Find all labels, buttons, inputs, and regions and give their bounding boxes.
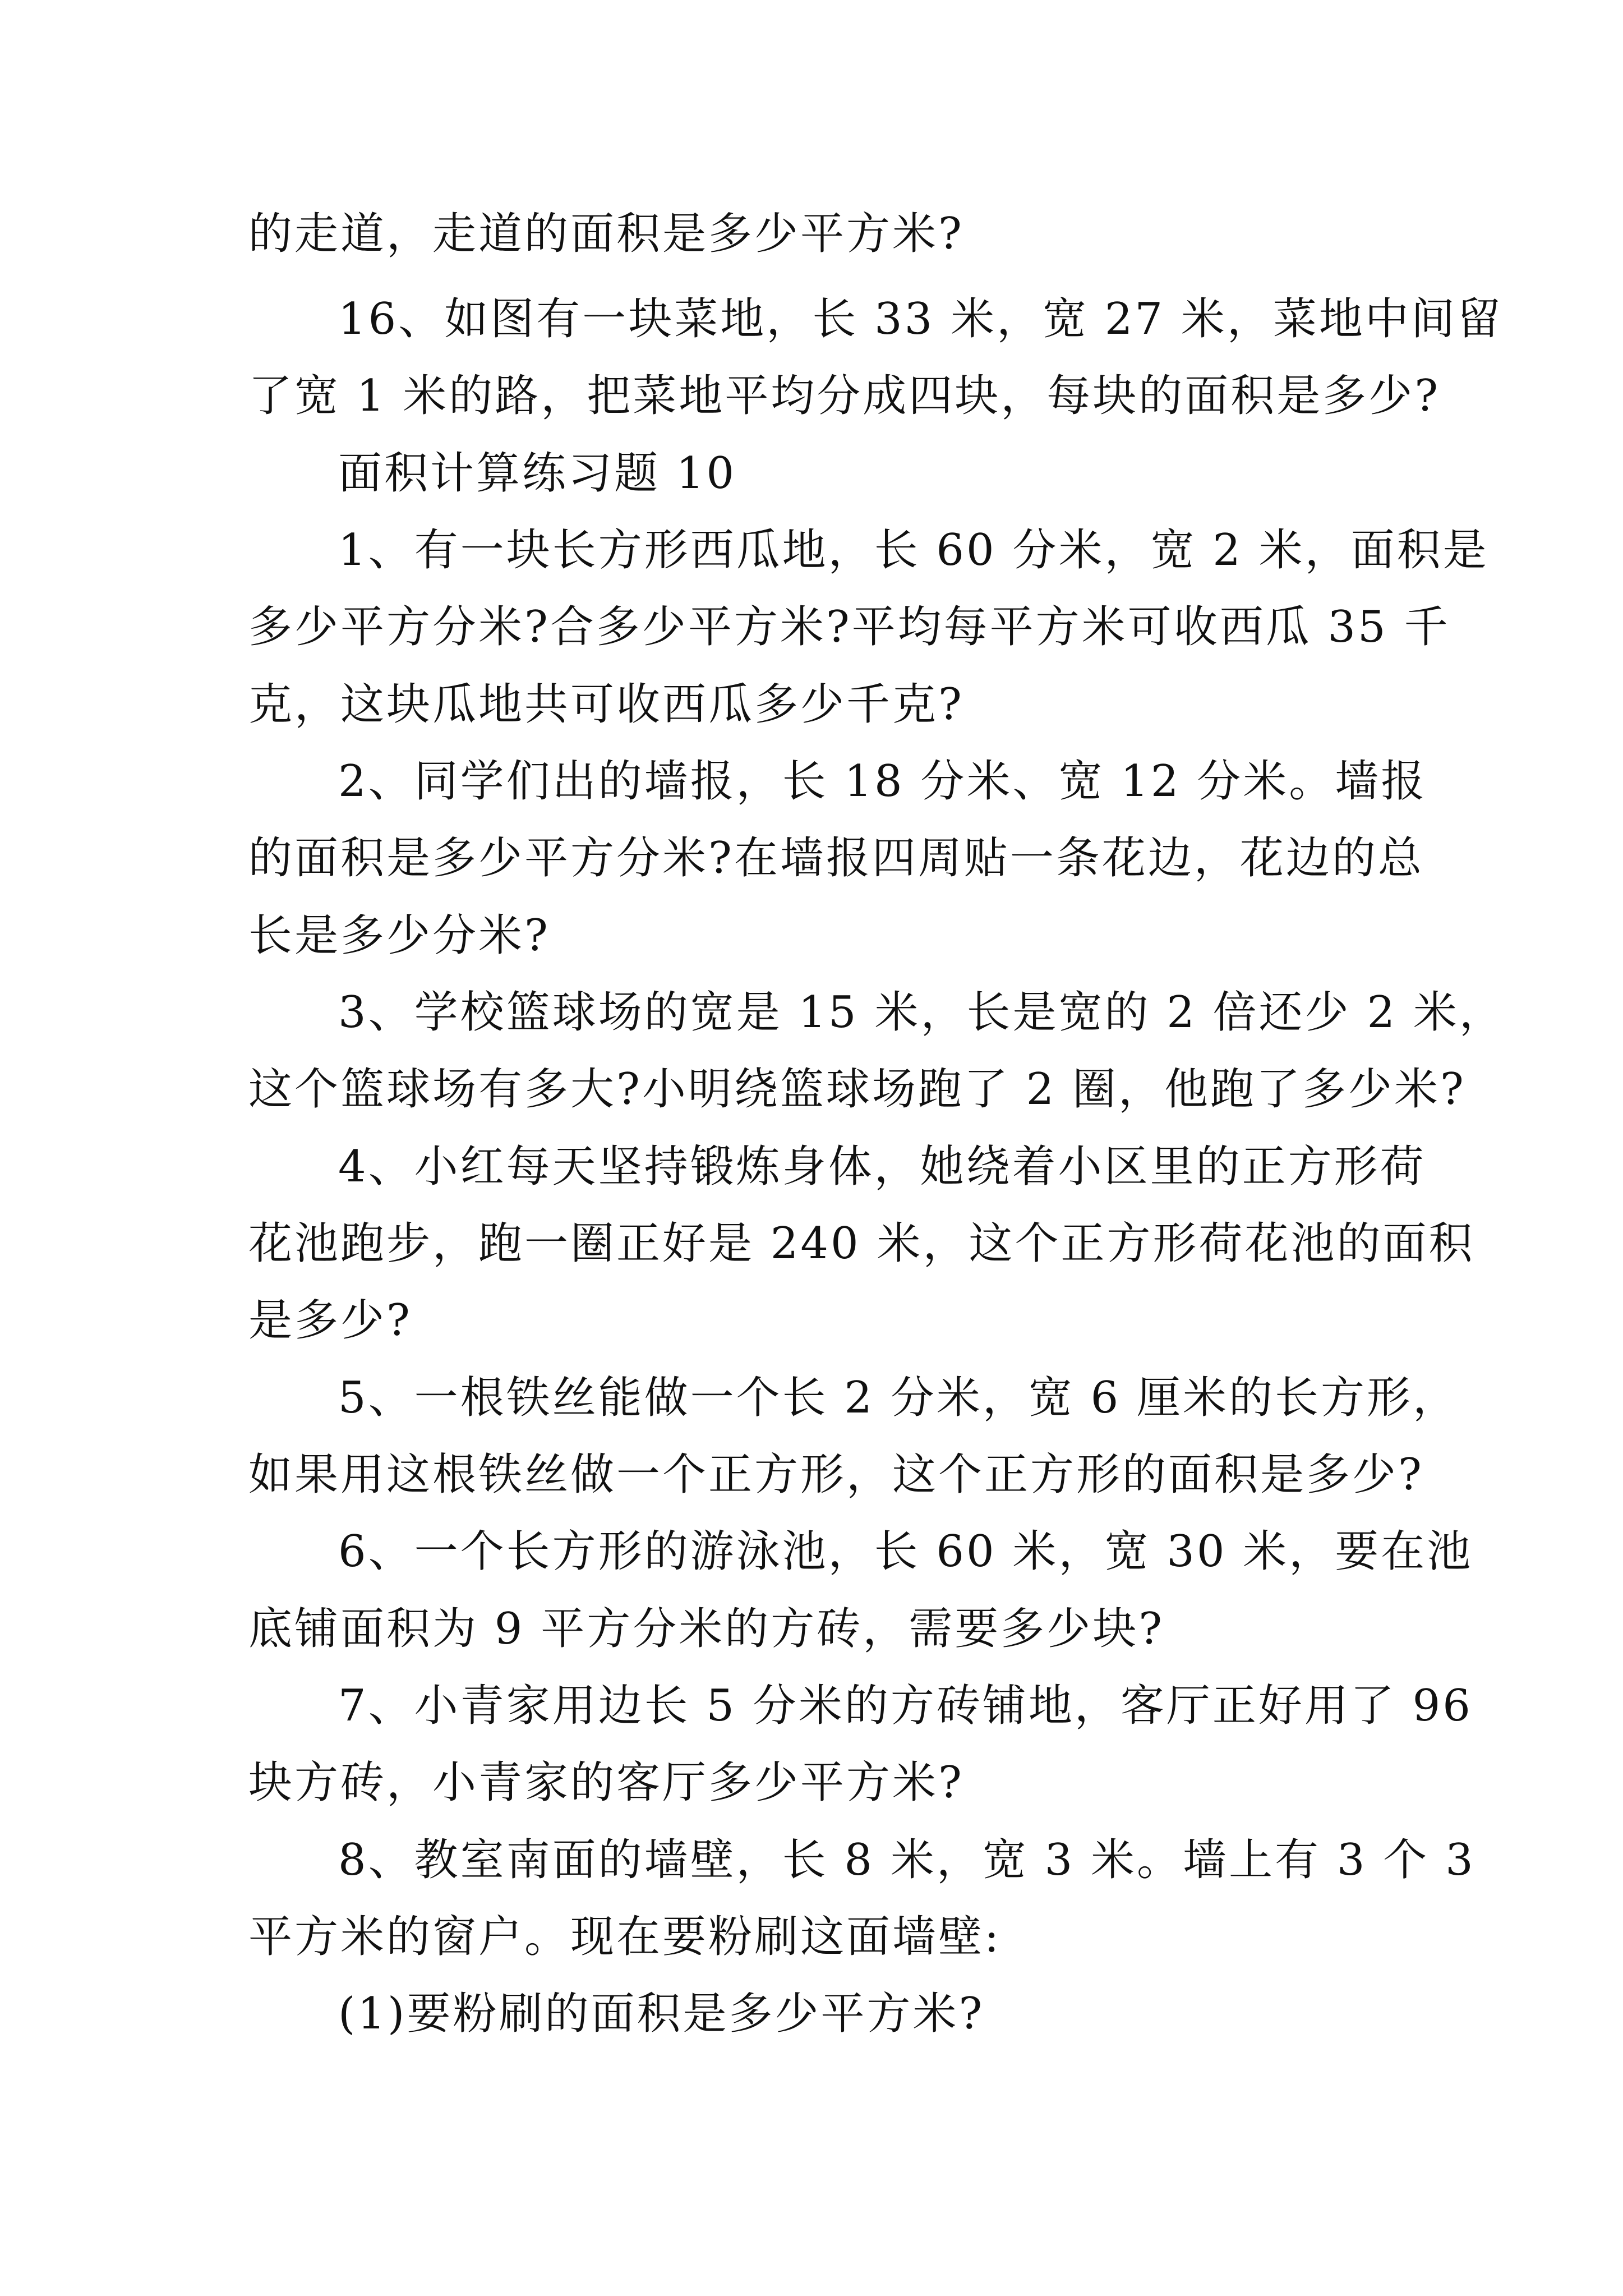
text-line: 这个篮球场有多大?小明绕篮球场跑了 2 圈，他跑了多少米? [248, 1064, 1466, 1115]
text-line: 是多少? [248, 1295, 412, 1346]
text-line: (1)要粉刷的面积是多少平方米? [338, 1989, 985, 2039]
text-line: 8、教室南面的墙壁，长 8 米，宽 3 米。墙上有 3 个 3 [338, 1835, 1476, 1885]
text-line: 5、一根铁丝能做一个长 2 分米，宽 6 厘米的长方形， [338, 1373, 1459, 1423]
text-line: 平方米的窗户。现在要粉刷这面墙壁: [248, 1912, 1002, 1962]
section-heading: 面积计算练习题 10 [338, 448, 737, 499]
text-line: 16、如图有一块菜地，长 33 米，宽 27 米，菜地中间留 [338, 294, 1503, 344]
text-line: 的面积是多少平方分米?在墙报四周贴一条花边，花边的总 [248, 833, 1424, 884]
text-line: 多少平方分米?合多少平方米?平均每平方米可收西瓜 35 千 [248, 602, 1450, 652]
text-line: 7、小青家用边长 5 分米的方砖铺地，客厅正好用了 96 [338, 1681, 1473, 1731]
text-line: 6、一个长方形的游泳池，长 60 米，宽 30 米，要在池 [338, 1526, 1473, 1577]
text-line: 1、有一块长方形西瓜地，长 60 分米，宽 2 米，面积是 [338, 525, 1489, 576]
text-line: 花池跑步，跑一圈正好是 240 米，这个正方形荷花池的面积 [248, 1218, 1475, 1269]
text-line: 块方砖，小青家的客厅多少平方米? [248, 1757, 964, 1808]
text-line: 长是多少分米? [248, 910, 550, 961]
text-line: 2、同学们出的墙报，长 18 分米、宽 12 分米。墙报 [338, 756, 1427, 807]
text-line: 如果用这根铁丝做一个正方形，这个正方形的面积是多少? [248, 1450, 1424, 1500]
text-line: 的走道，走道的面积是多少平方米? [248, 209, 964, 259]
text-line: 了宽 1 米的路，把菜地平均分成四块，每块的面积是多少? [248, 371, 1441, 421]
text-line: 底铺面积为 9 平方分米的方砖，需要多少块? [248, 1604, 1165, 1654]
text-line: 3、学校篮球场的宽是 15 米，长是宽的 2 倍还少 2 米， [338, 987, 1505, 1038]
text-line: 4、小红每天坚持锻炼身体，她绕着小区里的正方形荷 [338, 1142, 1426, 1192]
text-line: 克，这块瓜地共可收西瓜多少千克? [248, 679, 964, 730]
